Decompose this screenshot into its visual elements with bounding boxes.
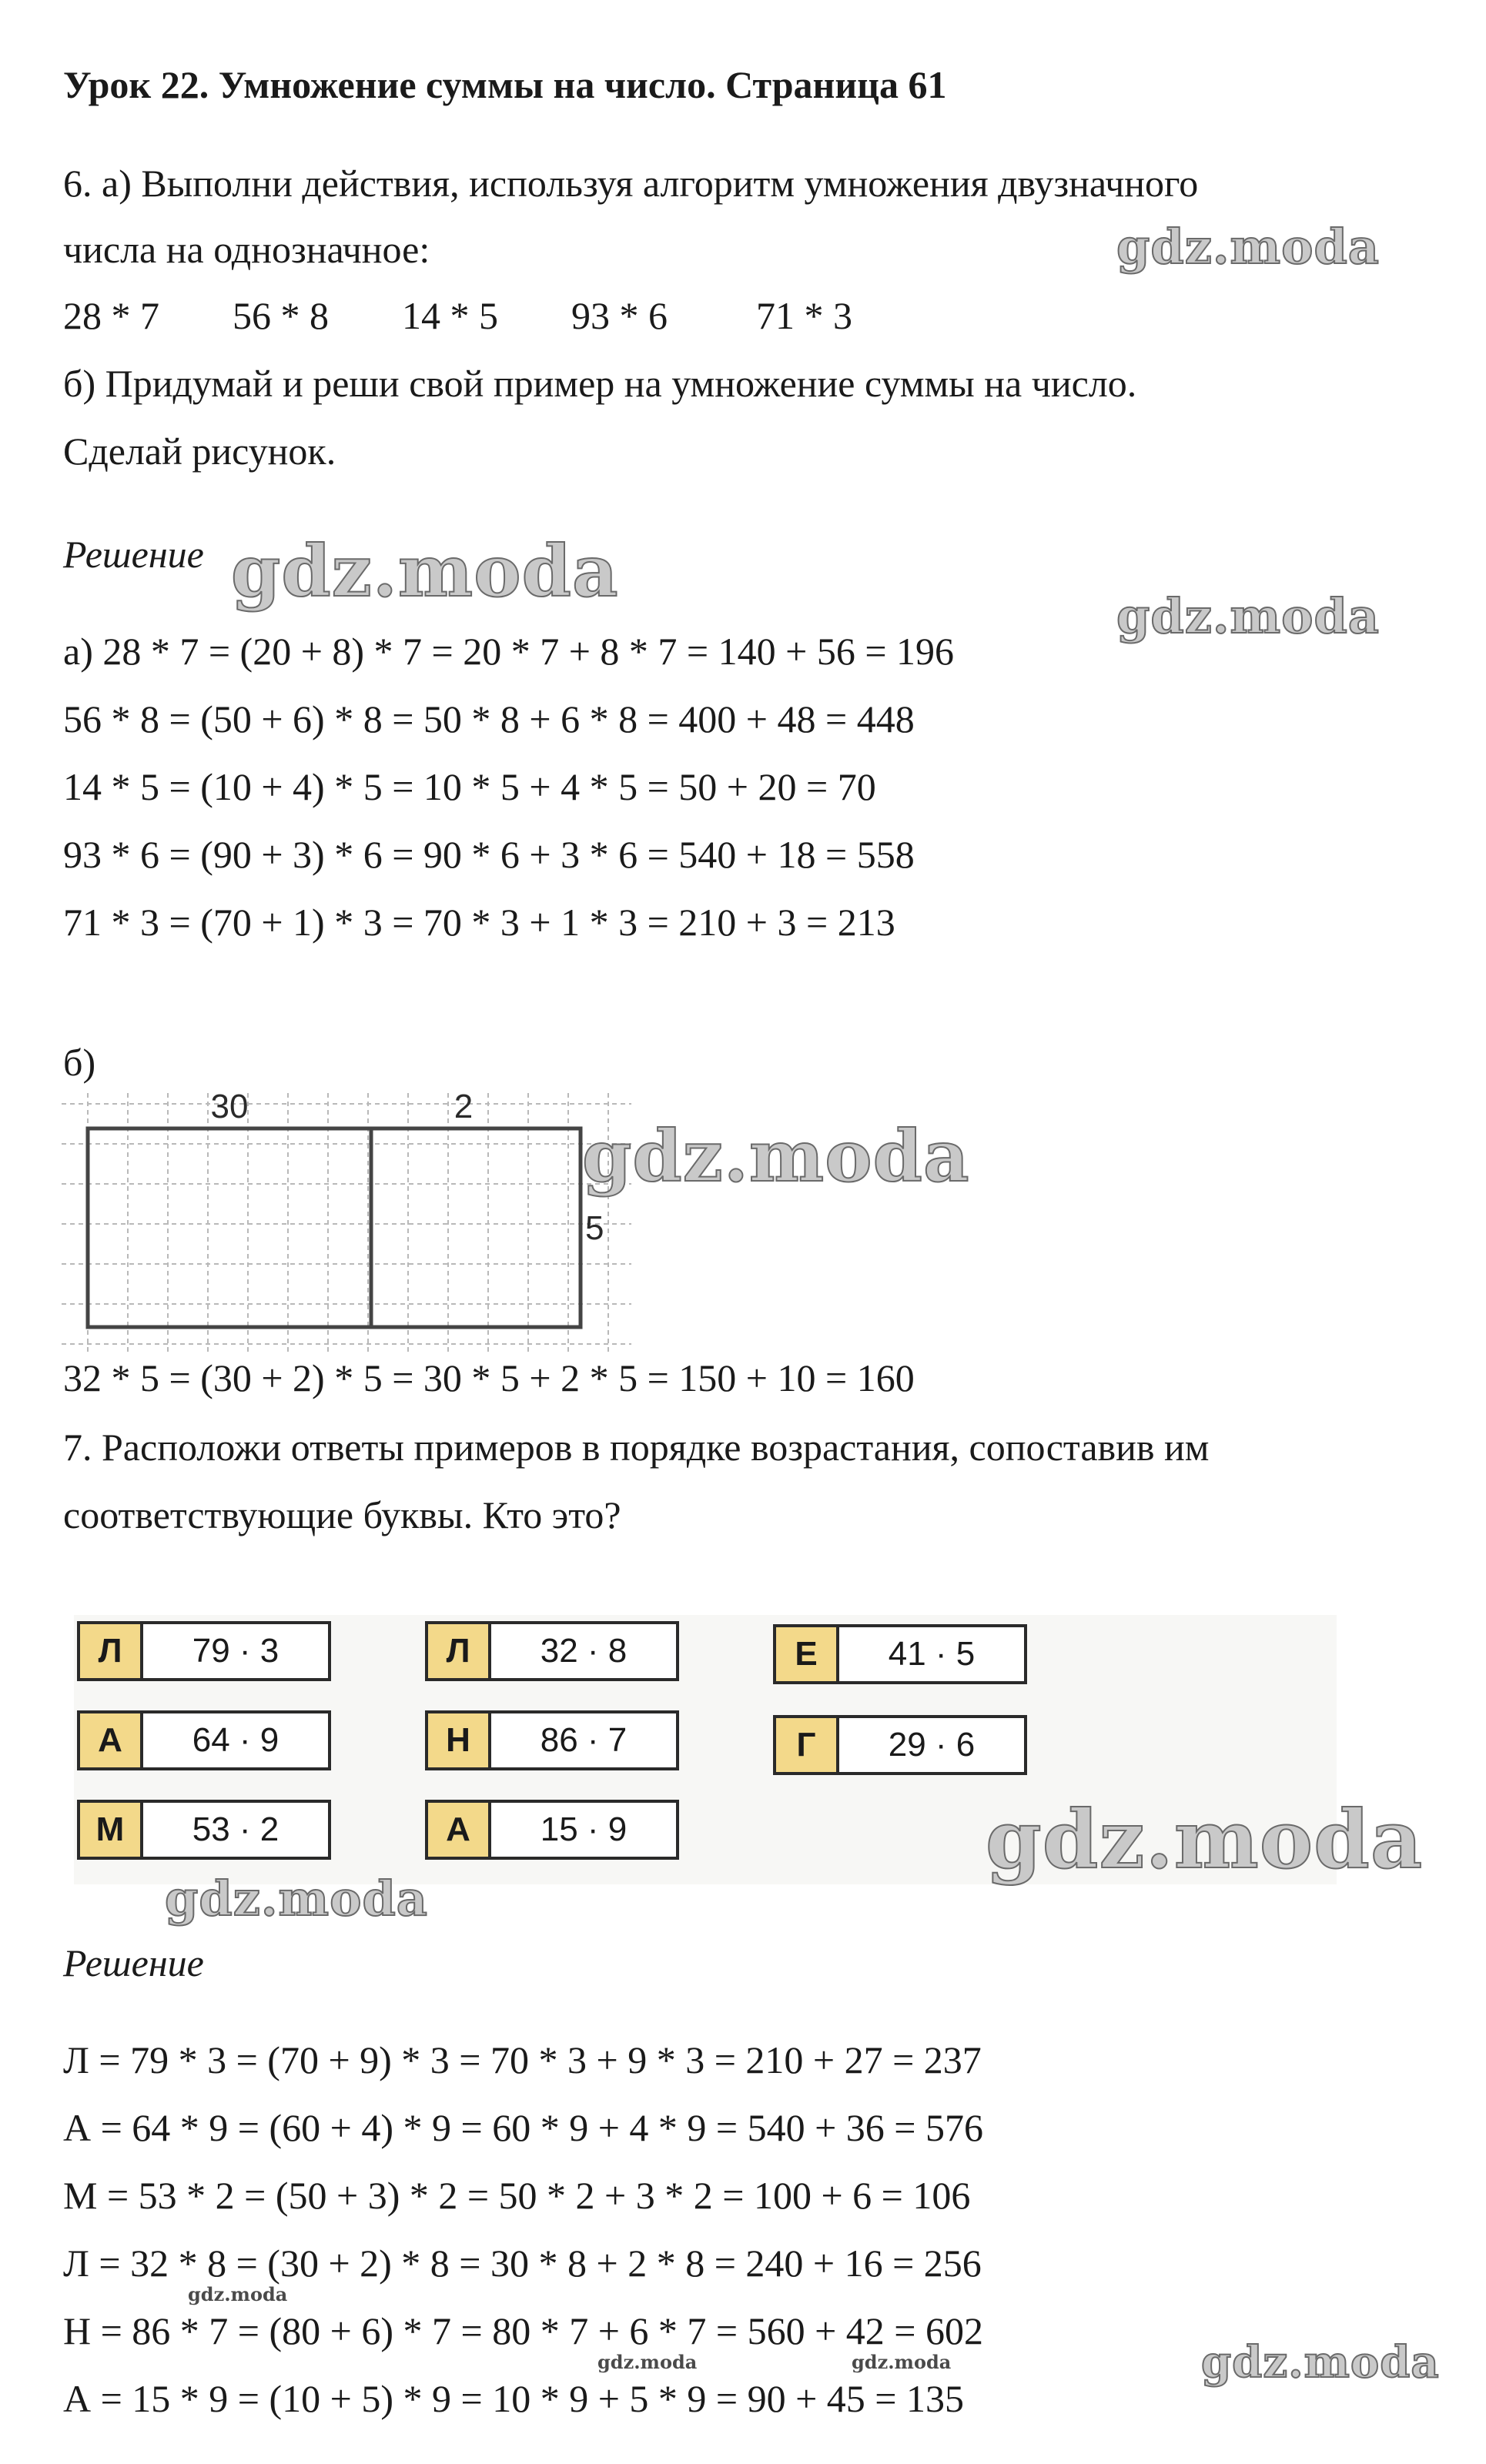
card	[425, 1710, 679, 1770]
solution-line: Л = 79 * 3 = (70 + 9) * 3 = 70 * 3 + 9 * 3 = 210 + 27 = 237	[63, 2038, 982, 2081]
example: 28 * 7	[63, 294, 159, 337]
solution-label: Решение	[63, 533, 204, 576]
solution-line: А = 64 * 9 = (60 + 4) * 9 = 60 * 9 + 4 * 9 = 540 + 36 = 576	[63, 2106, 983, 2149]
watermark: gdz.moda	[597, 2351, 698, 2373]
watermark: gdz.moda	[1201, 2337, 1440, 2388]
solution-label: Решение	[63, 1941, 204, 1984]
card	[77, 1621, 331, 1681]
task6-a-line2: числа на однозначное:	[63, 228, 430, 271]
card	[77, 1800, 331, 1860]
card-letter: Г	[776, 1718, 839, 1772]
label-2: 2	[453, 1093, 474, 1125]
card-letter: М	[80, 1803, 143, 1857]
solution-line: А = 15 * 9 = (10 + 5) * 9 = 10 * 9 + 5 * 9 = 90 + 45 = 135	[63, 2377, 964, 2420]
watermark: gdz.moda	[231, 530, 619, 613]
watermark: gdz.moda	[188, 2283, 288, 2305]
example: 71 * 3	[756, 294, 852, 337]
card	[77, 1710, 331, 1770]
card-expression: 86 · 7	[540, 1721, 628, 1759]
watermark: gdz.moda	[1116, 219, 1380, 275]
card	[773, 1624, 1027, 1684]
solution-line: 56 * 8 = (50 + 6) * 8 = 50 * 8 + 6 * 8 = 400 + 48 = 448	[63, 697, 915, 741]
card-letter: Н	[428, 1713, 491, 1767]
solution-line: Н = 86 * 7 = (80 + 6) * 7 = 80 * 7 + 6 * 7 = 560 + 42 = 602	[63, 2309, 983, 2352]
card-expression: 79 · 3	[192, 1632, 279, 1670]
card-expression: 64 · 9	[192, 1721, 279, 1759]
page-title: Урок 22. Умножение суммы на число. Страница 61	[63, 63, 947, 106]
card	[425, 1800, 679, 1860]
card-expression: 29 · 6	[888, 1726, 976, 1764]
label-30: 30	[210, 1093, 249, 1125]
task7-line2: соответствующие буквы. Кто это?	[63, 1493, 621, 1536]
outer-rectangle	[88, 1128, 581, 1327]
task6-b-label: б)	[63, 1041, 96, 1084]
watermark: gdz.moda	[986, 1792, 1424, 1887]
solution-line: 93 * 6 = (90 + 3) * 6 = 90 * 6 + 3 * 6 = 540 + 18 = 558	[63, 833, 915, 876]
card-letter: Л	[428, 1624, 491, 1678]
card-expression: 41 · 5	[888, 1635, 976, 1673]
task6-a-line1: 6. а) Выполни действия, используя алгоритм умножения двузначного	[63, 162, 1199, 205]
card-expression: 15 · 9	[540, 1810, 628, 1848]
solution-b: 32 * 5 = (30 + 2) * 5 = 30 * 5 + 2 * 5 = 150 + 10 = 160	[63, 1356, 915, 1399]
card	[425, 1621, 679, 1681]
watermark: gdz.moda	[1116, 588, 1380, 644]
card-expression: 53 · 2	[192, 1810, 279, 1848]
card-letter: Л	[80, 1624, 143, 1678]
card-letter: А	[80, 1713, 143, 1767]
card	[773, 1715, 1027, 1775]
grid-lines	[62, 1093, 631, 1355]
solution-line: 14 * 5 = (10 + 4) * 5 = 10 * 5 + 4 * 5 = 50 + 20 = 70	[63, 765, 876, 808]
watermark: gdz.moda	[852, 2351, 952, 2373]
example: 93 * 6	[571, 294, 668, 337]
task6-b-line2: Сделай рисунок.	[63, 430, 336, 473]
solution-line: 71 * 3 = (70 + 1) * 3 = 70 * 3 + 1 * 3 = 210 + 3 = 213	[63, 901, 895, 944]
example: 14 * 5	[402, 294, 498, 337]
solution-line: М = 53 * 2 = (50 + 3) * 2 = 50 * 2 + 3 * 2 = 100 + 6 = 106	[63, 2174, 971, 2217]
solution-line: а) 28 * 7 = (20 + 8) * 7 = 20 * 7 + 8 * 7 = 140 + 56 = 196	[63, 630, 955, 673]
watermark: gdz.moda	[582, 1115, 970, 1198]
card-expression: 32 · 8	[540, 1632, 628, 1670]
solution-line: Л = 32 * 8 = (30 + 2) * 8 = 30 * 8 + 2 * 8 = 240 + 16 = 256	[63, 2242, 982, 2285]
example: 56 * 8	[233, 294, 329, 337]
grid-figure	[62, 1093, 647, 1370]
task6-b-line1: б) Придумай и реши свой пример на умножение суммы на число.	[63, 362, 1137, 405]
card-letter: А	[428, 1803, 491, 1857]
label-5: 5	[585, 1209, 604, 1247]
card-letter: Е	[776, 1627, 839, 1681]
watermark: gdz.moda	[165, 1871, 428, 1927]
task7-line1: 7. Расположи ответы примеров в порядке возрастания, сопоставив им	[63, 1426, 1210, 1469]
